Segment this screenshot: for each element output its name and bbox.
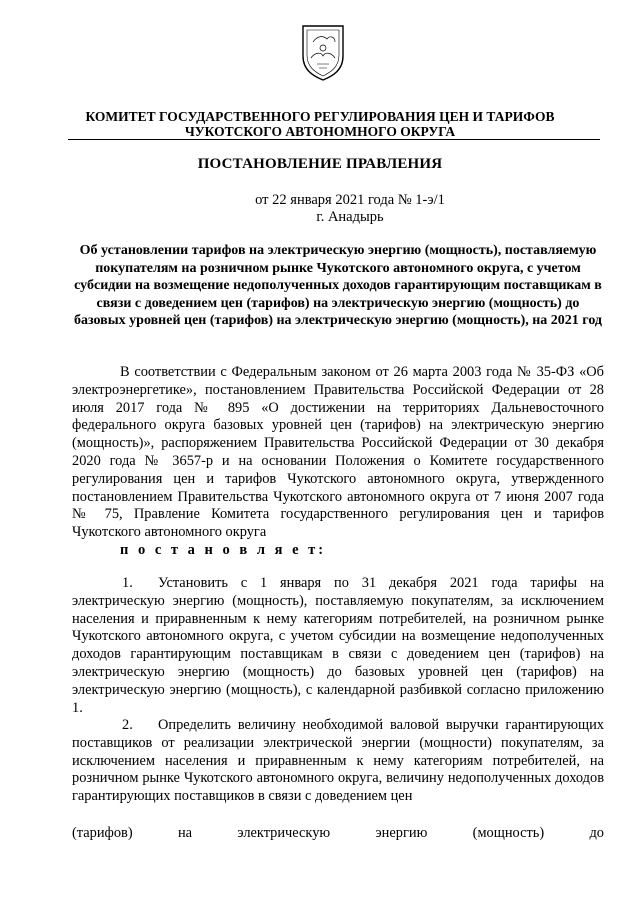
committee-line-1: КОМИТЕТ ГОСУДАРСТВЕННОГО РЕГУЛИРОВАНИЯ ЦЕН И ТАРИФОВ [85, 109, 555, 124]
document-subject: Об установлении тарифов на электрическую энергию (мощность), поставляемую покупателям на розничном рынке Чукотского автономного округа, с учетом субсидии на возмещение недополученных доходов гарантирующим поставщикам в связи с доведением цен (тарифов) на электрическую энергию (мощность) до базовых уровней цен (тарифов) на электрическую энергию (мощность), на 2021 год [73, 243, 602, 329]
item-text: Установить с 1 января по 31 декабря 2021 года тарифы на электрическую энергию (мощность), поставляемую покупателям, за исключением населения и приравненным к нему категориям потребителей, на розничном рынке Чукотского автономного округа, с учетом субсидии на возмещение недополученных доходов гарантирующим поставщикам в связи с доведением цен (тарифов) на электрическую энергию (мощность) до базовых уровней цен (тарифов) на электрическую энергию (мощность), с календарной разбивкой согласно приложению 1. [72, 575, 604, 716]
document-date-number: от 22 января 2021 года № 1-э/1 [255, 192, 445, 208]
last-line-word: (тарифов) [72, 825, 133, 841]
last-line-word: энергию [375, 825, 428, 841]
last-line-word: (мощность) [472, 825, 545, 841]
document-place: г. Анадырь [316, 209, 384, 225]
header-divider [68, 139, 600, 140]
preamble-paragraph: В соответствии с Федеральным законом от 26 марта 2003 года № 35-ФЗ «Об электроэнергетике», постановлением Правительства Российской Федерации от 28 июля 2017 года № 895 «О достижении на территориях Дальневосточного федерального округа базовых уровней цен (тарифов) на электрическую энергию (мощность)», распоряжением Правительства Российской Федерации от 30 декабря 2020 года № 3657-р и на основании Положения о Комитете государственного регулирования цен и тарифов Чукотского автономного округа, утвержденного постановлением Правительства Чукотского автономного округа от 7 июня 2007 года № 75, Правление Комитета государственного регулирования цен и тарифов Чукотского автономного округа [72, 364, 604, 541]
last-line-word: электрическую [237, 825, 331, 841]
item-number: 2. [122, 717, 133, 733]
committee-line-2: ЧУКОТСКОГО АВТОНОМНОГО ОКРУГА [184, 124, 456, 139]
list-item [72, 575, 604, 717]
last-line-word: до [589, 825, 604, 841]
item-text: Определить величину необходимой валовой выручки гарантирующих поставщиков от реализации электрической энергии (мощности) покупателям, за исключением населения и приравненным к нему категориям потребителей, на розничном рынке Чукотского автономного округа, величину недополученных доходов гарантирующих поставщиков в связи с доведением цен [72, 717, 604, 805]
truncated-last-line [72, 825, 604, 843]
list-item [72, 717, 604, 806]
decree-word: п о с т а н о в л я е т: [120, 542, 327, 558]
item-number: 1. [122, 575, 133, 591]
document-date-block [70, 192, 630, 226]
document-type: ПОСТАНОВЛЕНИЕ ПРАВЛЕНИЯ [197, 156, 443, 172]
last-line-word: на [177, 825, 193, 841]
committee-name [70, 109, 570, 139]
coat-of-arms-icon [299, 22, 347, 82]
